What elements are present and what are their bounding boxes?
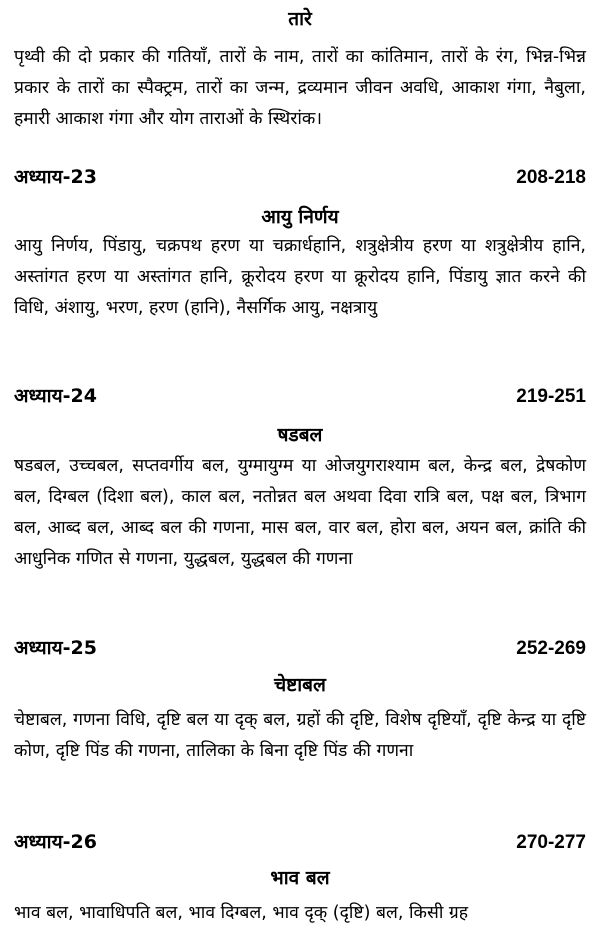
chapter-heading bbox=[14, 635, 586, 662]
section-body: पृथ्वी की दो प्रकार की गतियाँ, तारों के नाम, तारों का कांतिमान, तारों के रंग, भिन्न-भिन्न प्रकार के तारों का स्पैक्ट्रम, तारों का जन्म, द्रव्यमान जीवन अवधि, आकाश गंगा, नैबुला, हमारी आकाश गंगा और योग ताराओं के स्थिरांक। bbox=[14, 47, 586, 129]
chapter-pages: 270-277 bbox=[516, 832, 586, 853]
section-title: तारे bbox=[288, 8, 312, 30]
section-title: चेष्टाबल bbox=[274, 674, 326, 696]
section-body: चेष्टाबल, गणना विधि, दृष्टि बल या दृक् बल, ग्रहों की दृष्टि, विशेष दृष्टियाँ, दृष्टि केन्द्र या दृष्टि कोण, दृष्टि पिंड की गणना, तालिका के बिना दृष्टि पिंड की गणना bbox=[14, 710, 586, 761]
section-body: षडबल, उच्चबल, सप्तवर्गीय बल, युग्मायुग्म या ओजयुगराश्याम बल, केन्द्र बल, द्रेषकोण बल, दिग्बल (दिशा बल), काल बल, नतोन्नत बल अथवा दिवा रात्रि बल, पक्ष बल, त्रिभाग बल, आब्द बल, आब्द बल की गणना, मास बल, वार बल, होरा बल, अयन बल, क्रांति की आधुनिक गणित से गणना, युद्धबल, युद्धबल की गणना bbox=[14, 456, 586, 569]
chapter-pages: 208-218 bbox=[516, 167, 586, 188]
section-body: भाव बल, भावाधिपति बल, भाव दिग्बल, भाव दृक् (दृष्टि) बल, किसी ग्रह bbox=[14, 903, 469, 923]
chapter-number: अध्याय-24 bbox=[14, 385, 97, 407]
chapter-number: अध्याय-25 bbox=[14, 637, 97, 659]
section-body: आयु निर्णय, पिंडायु, चक्रपथ हरण या चक्रार्धहानि, शत्रुक्षेत्रीय हरण या शत्रुक्षेत्रीय हानि, अस्तांगत हरण या अस्तांगत हानि, क्रूरोदय हरण या क्रूरोदय हानि, पिंडायु ज्ञात करने की विधि, अंशायु, भरण, हरण (हानि), नैसर्गिक आयु, नक्षत्रायु bbox=[14, 236, 586, 318]
section-title: षडबल bbox=[277, 424, 323, 446]
chapter-number: अध्याय-26 bbox=[14, 831, 97, 853]
chapter-pages: 252-269 bbox=[516, 638, 586, 659]
chapter-number: अध्याय-23 bbox=[14, 166, 97, 188]
chapter-pages: 219-251 bbox=[516, 386, 586, 407]
chapter-heading bbox=[14, 164, 586, 191]
chapter-heading bbox=[14, 829, 586, 856]
section-title: भाव बल bbox=[270, 867, 330, 889]
chapter-heading bbox=[14, 383, 586, 410]
section-title: आयु निर्णय bbox=[261, 206, 339, 228]
